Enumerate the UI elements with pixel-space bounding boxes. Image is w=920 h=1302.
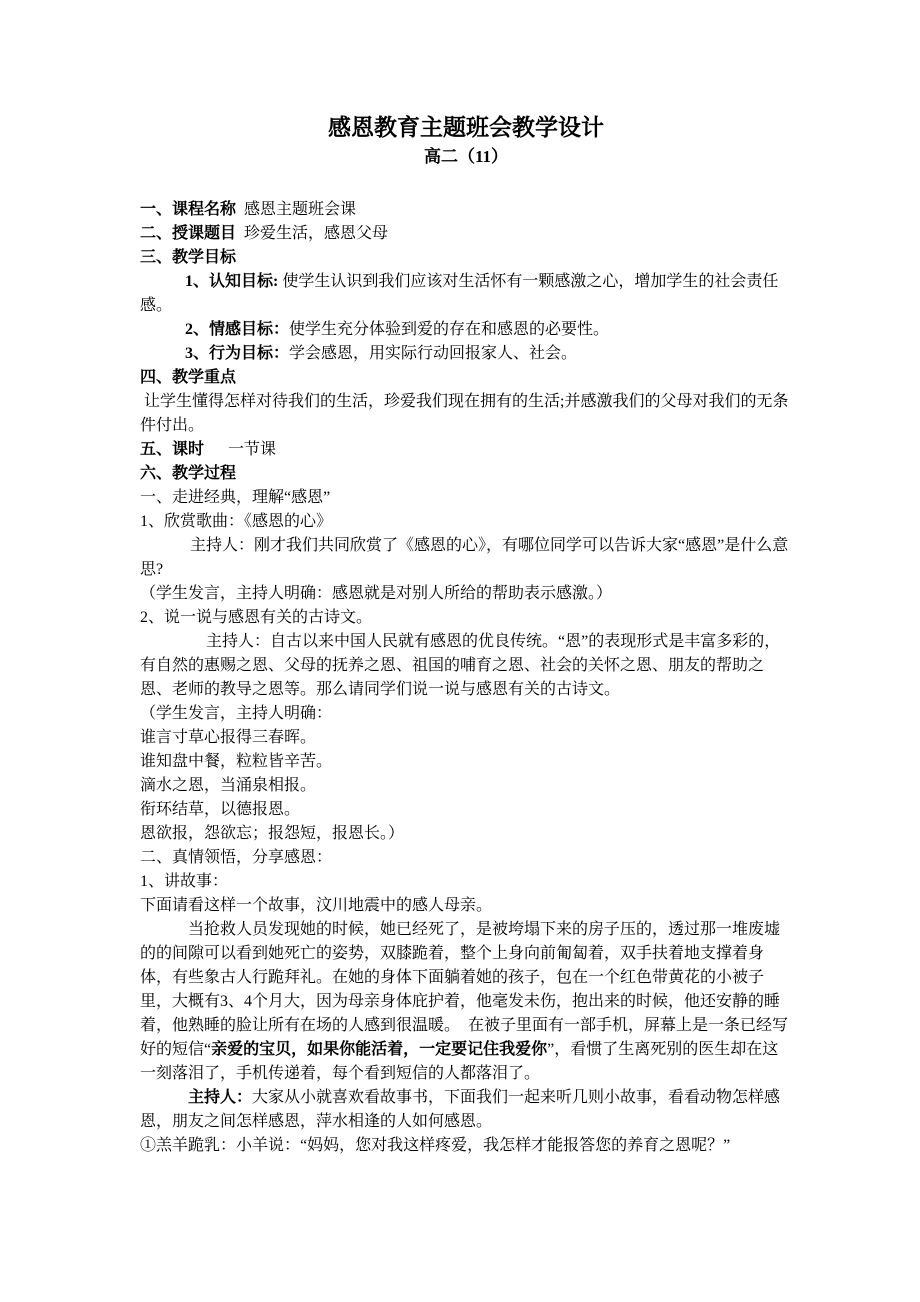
bold-run: 一、课程名称	[140, 201, 237, 218]
paragraph-14	[140, 582, 792, 606]
text-run: 衔环结草，以德报恩。	[140, 801, 301, 818]
paragraph-11	[140, 486, 792, 510]
paragraph-15	[140, 606, 792, 630]
paragraph-23	[140, 846, 792, 870]
text-run: 一节课	[204, 441, 277, 458]
bold-run: 二、授课题目	[140, 225, 237, 242]
paragraph-17	[140, 702, 792, 726]
text-run: 2、说一说与感恩有关的古诗文。	[140, 609, 373, 626]
text-run: 1、讲故事：	[140, 873, 229, 890]
bold-run: 亲爱的宝贝，如果你能活着，一定要记住我爱你	[211, 1041, 548, 1058]
paragraph-16	[140, 630, 792, 702]
paragraph-5	[140, 318, 792, 342]
paragraph-26	[140, 918, 792, 1086]
paragraph-18	[140, 726, 792, 750]
document-body	[140, 198, 792, 1158]
bold-run: 2、情感目标：	[185, 321, 290, 338]
bold-run: 三、教学目标	[140, 249, 237, 266]
paragraph-4	[140, 270, 792, 318]
paragraph-10	[140, 462, 792, 486]
paragraph-24	[140, 870, 792, 894]
document-content	[140, 112, 792, 1158]
text-run: ”，看惯了生离死别的医生却在这一刻落泪了，手机传递着，每个看到短信的人都落泪了。	[140, 1041, 779, 1082]
paragraph-20	[140, 774, 792, 798]
paragraph-2	[140, 222, 792, 246]
text-run: 滴水之恩，当涌泉相报。	[140, 777, 317, 794]
text-run: 学会感恩，用实际行动回报家人、社会。	[289, 345, 578, 362]
bold-run: 六、教学过程	[140, 465, 237, 482]
paragraph-12	[140, 510, 792, 534]
text-run: 珍爱生活，感恩父母	[236, 225, 389, 242]
paragraph-13	[140, 534, 792, 582]
paragraph-19	[140, 750, 792, 774]
paragraph-6	[140, 342, 792, 366]
text-run: ①羔羊跪乳：小羊说：“妈妈，您对我这样疼爱，我怎样才能报答您的养育之恩呢？”	[140, 1137, 731, 1154]
text-run: 恩欲报，怨欲忘；报怨短，报恩长。）	[140, 825, 405, 842]
document-subtitle: 高二（11）	[423, 147, 509, 166]
text-run: 使学生充分体验到爱的存在和感恩的必要性。	[289, 321, 610, 338]
text-run: 主持人：刚才我们共同欣赏了《感恩的心》，有哪位同学可以告诉大家“感恩”是什么意思?	[140, 537, 789, 578]
text-run: 谁知盘中餐，粒粒皆辛苦。	[140, 753, 333, 770]
bold-run: 3、行为目标：	[185, 345, 290, 362]
paragraph-22	[140, 822, 792, 846]
text-run: 让学生懂得怎样对待我们的生活，珍爱我们现在拥有的生活;并感激我们的父母对我们的无条件付出。	[140, 393, 789, 434]
paragraph-8	[140, 390, 792, 438]
bold-run: 主持人：	[188, 1089, 253, 1106]
paragraph-28	[140, 1134, 792, 1158]
text-run: 谁言寸草心报得三春晖。	[140, 729, 317, 746]
text-run: 下面请看这样一个故事，汶川地震中的感人母亲。	[140, 897, 493, 914]
text-run: 1、欣赏歌曲：《感恩的心》	[140, 513, 333, 530]
paragraph-27	[140, 1086, 792, 1134]
text-run: 一、走进经典，理解“感恩”	[140, 489, 331, 506]
paragraph-1	[140, 198, 792, 222]
bold-run: 1、认知目标:	[185, 273, 279, 290]
paragraph-21	[140, 798, 792, 822]
text-run: 感恩主题班会课	[236, 201, 357, 218]
text-run: （学生发言，主持人明确：感恩就是对别人所给的帮助表示感激。）	[140, 585, 613, 602]
text-run: 使学生认识到我们应该对生活怀有一颗感激之心，增加学生的社会责任感。	[140, 273, 779, 314]
text-run: 主持人：自古以来中国人民就有感恩的优良传统。“恩”的表现形式是丰富多彩的，有自然的惠赐之恩、父母的抚养之恩、祖国的哺育之恩、社会的关怀之恩、朋友的帮助之恩、老师的教导之恩等。那么请同学们说一说与感恩有关的古诗文。	[140, 633, 781, 698]
text-run: （学生发言，主持人明确：	[140, 705, 333, 722]
paragraph-25	[140, 894, 792, 918]
text-run: 二、真情领悟，分享感恩：	[140, 849, 333, 866]
paragraph-7	[140, 366, 792, 390]
paragraph-3	[140, 246, 792, 270]
text-run: 当抢救人员发现她的时候，她已经死了，是被垮塌下来的房子压的，透过那一堆废墟的的间隙可以看到她死亡的姿势，双膝跪着，整个上身向前匍匐着，双手扶着地支撑着身体，有些象古人行跪拜礼。在她的身体下面躺着她的孩子，包在一个红色带黄花的小被子里，大概有3、4个月大，因为母亲身体庇护着，他毫发未伤，抱出来的时候，他还安静的睡着，他熟睡的脸让所有在场的人感到很温暖。 在被子里面有一部手机，屏幕上是一条已经写好的短信“	[140, 921, 789, 1058]
paragraph-9	[140, 438, 792, 462]
bold-run: 四、教学重点	[140, 369, 237, 386]
text-run: 大家从小就喜欢看故事书，下面我们一起来听几则小故事，看看动物怎样感恩，朋友之间怎样感恩，萍水相逢的人如何感恩。	[140, 1089, 781, 1130]
bold-run: 五、课时	[140, 441, 205, 458]
document-title: 感恩教育主题班会教学设计	[328, 115, 604, 140]
